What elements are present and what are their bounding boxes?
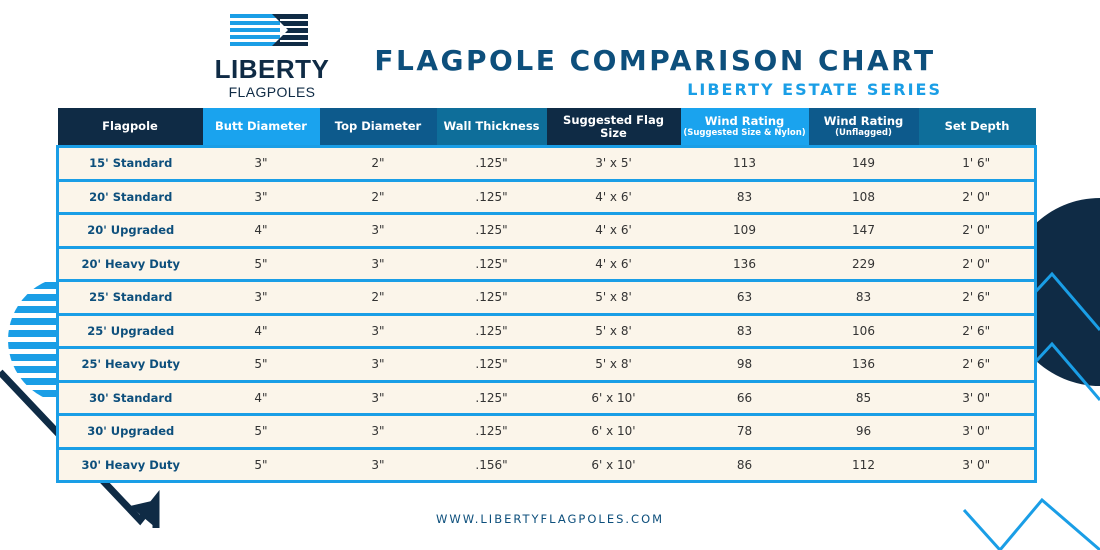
cell-set-depth: 3' 0" xyxy=(919,381,1036,415)
website-url: WWW.LIBERTYFLAGPOLES.COM xyxy=(435,512,665,526)
table-row xyxy=(58,247,1036,281)
cell-wind-rating-unflagged: 147 xyxy=(809,214,919,248)
cell-flag-size: 4' x 6' xyxy=(547,247,681,281)
table-row xyxy=(58,415,1036,449)
table-row xyxy=(58,147,1036,181)
cell-wind-rating-unflagged: 149 xyxy=(809,147,919,181)
cell-top-diameter: 3" xyxy=(320,381,437,415)
cell-set-depth: 2' 6" xyxy=(919,348,1036,382)
table-row xyxy=(58,314,1036,348)
cell-wind-rating-nylon: 136 xyxy=(681,247,809,281)
cell-wall-thickness: .156" xyxy=(437,448,547,482)
cell-wind-rating-nylon: 78 xyxy=(681,415,809,449)
cell-flagpole: 25' Heavy Duty xyxy=(58,348,203,382)
flag-logo-icon xyxy=(230,14,308,50)
cell-wind-rating-unflagged: 96 xyxy=(809,415,919,449)
cell-set-depth: 1' 6" xyxy=(919,147,1036,181)
cell-flag-size: 6' x 10' xyxy=(547,448,681,482)
cell-set-depth: 2' 0" xyxy=(919,247,1036,281)
cell-wind-rating-nylon: 98 xyxy=(681,348,809,382)
logo xyxy=(214,14,330,98)
cell-flagpole: 30' Heavy Duty xyxy=(58,448,203,482)
cell-top-diameter: 2" xyxy=(320,281,437,315)
cell-wind-rating-nylon: 83 xyxy=(681,314,809,348)
cell-flagpole: 30' Standard xyxy=(58,381,203,415)
column-header-wind-rating-unflagged: Wind Rating (Unflagged) xyxy=(809,108,919,147)
right-blue-chevron-3 xyxy=(964,500,1100,550)
cell-flag-size: 6' x 10' xyxy=(547,415,681,449)
cell-wind-rating-unflagged: 108 xyxy=(809,180,919,214)
cell-flag-size: 5' x 8' xyxy=(547,314,681,348)
cell-set-depth: 2' 6" xyxy=(919,314,1036,348)
cell-wall-thickness: .125" xyxy=(437,247,547,281)
logo-wordmark: LIBERTY xyxy=(214,54,330,84)
column-header-top-diameter: Top Diameter xyxy=(320,108,437,147)
cell-wall-thickness: .125" xyxy=(437,381,547,415)
cell-top-diameter: 3" xyxy=(320,247,437,281)
cell-flagpole: 25' Upgraded xyxy=(58,314,203,348)
cell-flagpole: 25' Standard xyxy=(58,281,203,315)
table-header-row xyxy=(58,108,1036,147)
cell-butt-diameter: 5" xyxy=(203,448,320,482)
cell-top-diameter: 3" xyxy=(320,214,437,248)
cell-flag-size: 5' x 8' xyxy=(547,281,681,315)
cell-wall-thickness: .125" xyxy=(437,348,547,382)
cell-butt-diameter: 4" xyxy=(203,214,320,248)
cell-butt-diameter: 4" xyxy=(203,314,320,348)
column-header-flagpole: Flagpole xyxy=(58,108,203,147)
cell-set-depth: 3' 0" xyxy=(919,448,1036,482)
table-row xyxy=(58,180,1036,214)
cell-wall-thickness: .125" xyxy=(437,281,547,315)
cell-flag-size: 4' x 6' xyxy=(547,214,681,248)
logo-subtext: FLAGPOLES xyxy=(228,84,316,100)
page-title: FLAGPOLE COMPARISON CHART xyxy=(374,44,936,77)
cell-wall-thickness: .125" xyxy=(437,415,547,449)
cell-top-diameter: 3" xyxy=(320,448,437,482)
table-row xyxy=(58,381,1036,415)
cell-wall-thickness: .125" xyxy=(437,214,547,248)
cell-butt-diameter: 5" xyxy=(203,247,320,281)
cell-wind-rating-unflagged: 112 xyxy=(809,448,919,482)
cell-flag-size: 4' x 6' xyxy=(547,180,681,214)
cell-set-depth: 2' 0" xyxy=(919,214,1036,248)
cell-butt-diameter: 3" xyxy=(203,281,320,315)
cell-wind-rating-unflagged: 85 xyxy=(809,381,919,415)
cell-wind-rating-nylon: 109 xyxy=(681,214,809,248)
cell-butt-diameter: 5" xyxy=(203,415,320,449)
table-row xyxy=(58,448,1036,482)
cell-flagpole: 20' Upgraded xyxy=(58,214,203,248)
cell-wall-thickness: .125" xyxy=(437,180,547,214)
cell-top-diameter: 3" xyxy=(320,415,437,449)
column-header-suggested-flag-size: Suggested Flag Size xyxy=(547,108,681,147)
comparison-table xyxy=(56,108,1034,483)
cell-flag-size: 5' x 8' xyxy=(547,348,681,382)
column-header-set-depth: Set Depth xyxy=(919,108,1036,147)
cell-wind-rating-unflagged: 136 xyxy=(809,348,919,382)
cell-wind-rating-nylon: 83 xyxy=(681,180,809,214)
cell-top-diameter: 3" xyxy=(320,348,437,382)
cell-flag-size: 3' x 5' xyxy=(547,147,681,181)
page-subtitle: LIBERTY ESTATE SERIES xyxy=(687,80,942,99)
column-header-wind-rating-nylon: Wind Rating (Suggested Size & Nylon) xyxy=(681,108,809,147)
table-row xyxy=(58,281,1036,315)
table-row xyxy=(58,214,1036,248)
cell-flag-size: 6' x 10' xyxy=(547,381,681,415)
column-header-butt-diameter: Butt Diameter xyxy=(203,108,320,147)
cell-set-depth: 2' 6" xyxy=(919,281,1036,315)
cell-flagpole: 20' Standard xyxy=(58,180,203,214)
cell-butt-diameter: 3" xyxy=(203,147,320,181)
cell-flagpole: 20' Heavy Duty xyxy=(58,247,203,281)
cell-top-diameter: 2" xyxy=(320,147,437,181)
cell-butt-diameter: 3" xyxy=(203,180,320,214)
cell-top-diameter: 2" xyxy=(320,180,437,214)
cell-flagpole: 15' Standard xyxy=(58,147,203,181)
cell-wind-rating-unflagged: 106 xyxy=(809,314,919,348)
table-body xyxy=(58,147,1036,482)
cell-wind-rating-nylon: 113 xyxy=(681,147,809,181)
cell-wind-rating-nylon: 63 xyxy=(681,281,809,315)
cell-wall-thickness: .125" xyxy=(437,314,547,348)
cell-wind-rating-nylon: 66 xyxy=(681,381,809,415)
cell-wind-rating-nylon: 86 xyxy=(681,448,809,482)
cell-wall-thickness: .125" xyxy=(437,147,547,181)
cell-butt-diameter: 5" xyxy=(203,348,320,382)
cell-top-diameter: 3" xyxy=(320,314,437,348)
cell-flagpole: 30' Upgraded xyxy=(58,415,203,449)
cell-wind-rating-unflagged: 229 xyxy=(809,247,919,281)
cell-butt-diameter: 4" xyxy=(203,381,320,415)
column-header-wall-thickness: Wall Thickness xyxy=(437,108,547,147)
cell-wind-rating-unflagged: 83 xyxy=(809,281,919,315)
cell-set-depth: 3' 0" xyxy=(919,415,1036,449)
cell-set-depth: 2' 0" xyxy=(919,180,1036,214)
table-row xyxy=(58,348,1036,382)
